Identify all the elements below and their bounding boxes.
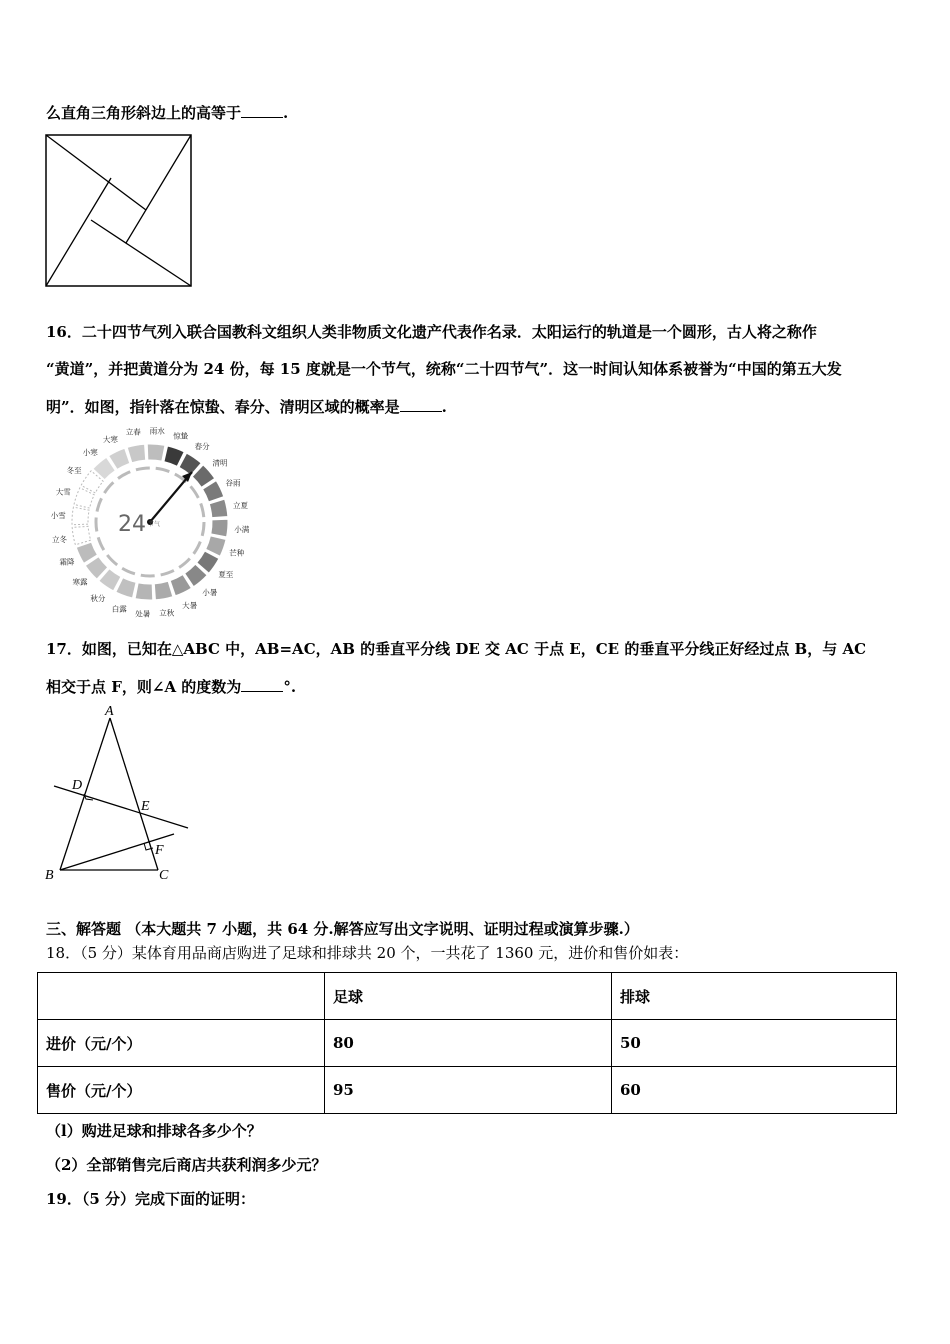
wheel-term-label: 白露 <box>111 604 127 614</box>
table-cell: 95 <box>325 1067 612 1114</box>
table-row <box>38 1020 897 1067</box>
wheel-term-label: 小雪 <box>50 510 66 520</box>
wheel-segment <box>154 581 172 600</box>
wheel-term-label: 大寒 <box>102 434 118 444</box>
table-cell: 进价（元/个） <box>38 1020 325 1067</box>
q18-intro: 18．（5 分）某体育用品商店购进了足球和排球共 20 个，一共花了 1360 元，进价和售价如表： <box>46 944 689 962</box>
table-header-row <box>38 973 897 1020</box>
q16-line1: 16．二十四节气列入联合国教科文组织人类非物质文化遗产代表作名录．太阳运行的轨道是一个圆形，古人将之称作 <box>46 323 817 341</box>
wheel-term-label: 春分 <box>194 442 210 452</box>
table-cell: 80 <box>325 1020 612 1067</box>
wheel-segment <box>147 444 165 461</box>
wheel-term-label: 寒露 <box>72 577 88 587</box>
q15-text-suffix: . <box>283 104 289 122</box>
q15-text-prefix: 么直角三角形斜边上的高等于 <box>46 104 242 122</box>
wheel-term-label: 冬至 <box>66 465 82 475</box>
q17-blank <box>241 679 283 692</box>
wheel-term-label: 立春 <box>125 427 141 437</box>
q17-line2-suffix: °. <box>283 678 297 696</box>
table-cell: 60 <box>612 1067 897 1114</box>
wheel-segment <box>127 444 145 463</box>
price-table <box>37 972 897 1114</box>
wheel-term-label: 立秋 <box>159 608 175 618</box>
label-f: F <box>155 843 164 858</box>
label-e: E <box>141 799 150 814</box>
q16-line3-prefix: 明”．如图，指针落在惊蛰、春分、清明区域的概率是 <box>46 398 400 416</box>
wheel-segment <box>135 583 153 600</box>
wheel-term-label: 大雪 <box>55 487 71 497</box>
wheel-term-label: 立夏 <box>232 501 248 511</box>
wheel-center-number: 24 <box>118 512 146 537</box>
pinwheel-square-figure <box>44 133 194 289</box>
q18-sub2: （2）全部销售完后商店共获利润多少元？ <box>46 1156 327 1174</box>
wheel-term-label: 雨水 <box>149 426 165 436</box>
wheel-term-label: 小满 <box>234 525 250 535</box>
wheel-term-label: 处暑 <box>135 609 151 619</box>
q17-line2-prefix: 相交于点 F，则∠A 的度数为 <box>46 678 242 696</box>
label-a: A <box>105 704 114 719</box>
wheel-term-label: 谷雨 <box>225 478 241 488</box>
q18-sub1: （l）购进足球和排球各多少个？ <box>46 1122 262 1140</box>
q16-line3-suffix: . <box>441 398 447 416</box>
table-header-cell <box>38 973 325 1020</box>
q15-text <box>46 102 288 123</box>
q16-line3 <box>46 396 447 417</box>
label-c: C <box>159 868 169 883</box>
wheel-segment <box>72 526 91 544</box>
wheel-segment <box>209 499 228 517</box>
table-cell: 售价（元/个） <box>38 1067 325 1114</box>
wheel-segment <box>211 519 228 537</box>
wheel-term-label: 小寒 <box>82 448 98 458</box>
wheel-term-label: 惊蛰 <box>173 431 189 441</box>
solar-terms-wheel <box>40 422 260 622</box>
wheel-term-label: 立冬 <box>52 534 68 544</box>
q16-blank <box>400 399 442 412</box>
table-header-cell: 足球 <box>325 973 612 1020</box>
triangle-abc-figure <box>40 700 200 890</box>
q17-line2 <box>46 676 296 697</box>
section3-heading: 三、解答题 （本大题共 7 小题，共 64 分.解答应写出文字说明、证明过程或演算步骤.） <box>46 920 639 938</box>
wheel-term-label: 夏至 <box>218 570 234 580</box>
wheel-segment <box>72 507 89 525</box>
table-row <box>38 1067 897 1114</box>
wheel-term-label: 小暑 <box>202 587 218 597</box>
table-header-cell: 排球 <box>612 973 897 1020</box>
wheel-term-label: 清明 <box>212 458 228 468</box>
wheel-center-sub: 节气 <box>148 521 161 528</box>
q19-text: 19．（5 分）完成下面的证明： <box>46 1190 256 1208</box>
q16-line2: “黄道”，并把黄道分为 24 份，每 15 度就是一个节气，统称“二十四节气”．这一时间认知体系被誉为“中国的第五大发 <box>46 360 842 378</box>
q17-line1: 17．如图，已知在△ABC 中，AB=AC，AB 的垂直平分线 DE 交 AC 于点 E，CE 的垂直平分线正好经过点 B，与 AC <box>46 640 867 658</box>
q15-blank <box>241 105 283 118</box>
label-d: D <box>72 778 83 793</box>
label-b: B <box>45 868 54 883</box>
wheel-term-label: 霜降 <box>59 557 75 567</box>
wheel-term-label: 芒种 <box>229 548 245 558</box>
wheel-term-label: 大暑 <box>182 601 198 611</box>
table-cell: 50 <box>612 1020 897 1067</box>
wheel-term-label: 秋分 <box>90 593 106 603</box>
